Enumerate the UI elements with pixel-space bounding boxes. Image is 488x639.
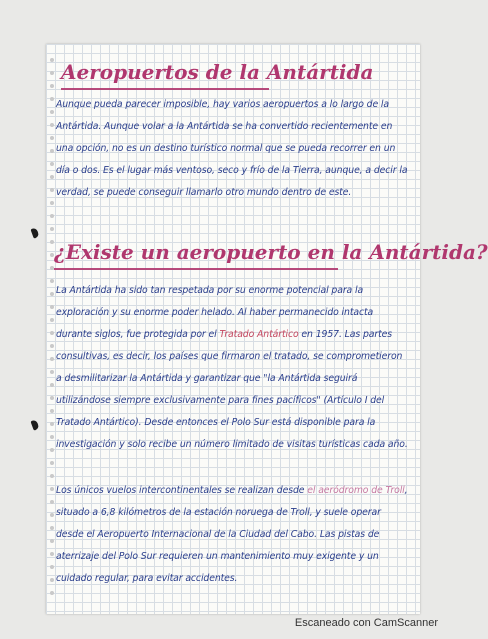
binding-hole [50,175,54,179]
flights-text-before: Los únicos vuelos intercontinentales se realizan desde [56,485,308,496]
binding-hole [50,201,54,205]
binding-hole [50,513,54,517]
margin-mark-icon [30,419,39,430]
binding-hole [50,591,54,595]
binding-hole [50,383,54,387]
binding-hole [50,188,54,192]
binding-hole [50,344,54,348]
margin-mark-icon [30,227,39,238]
binding-hole [50,305,54,309]
treaty-link-text: Tratado Antártico [219,329,299,340]
flights-paragraph [56,480,410,590]
binding-hole [50,565,54,569]
section-question-heading: ¿Existe un aeropuerto en la Antártida? [54,240,488,264]
binding-hole [50,409,54,413]
binding-hole [50,331,54,335]
binding-hole [50,214,54,218]
binding-hole [50,487,54,491]
intro-paragraph: Aunque pueda parecer imposible, hay varios aeropuertos a lo largo de la Antártida. Aunque volar a la Antártida se ha convertido recientemente en una opción, no es un destino turístico normal que se pueda recorrer en un día o dos. Es el lugar más ventoso, seco y frío de la Tierra, aunque, a decir la verdad, se puede conseguir llamarlo otro mundo dentro de este. [56,99,408,198]
binding-hole [50,97,54,101]
binding-hole [50,227,54,231]
binding-hole [50,149,54,153]
troll-airfield-text: el aeródromo de Troll [307,485,405,496]
binding-hole [50,136,54,140]
binding-hole [50,461,54,465]
scanner-watermark: Escaneado con CamScanner [294,617,438,629]
binding-hole [50,396,54,400]
binding-hole [50,58,54,62]
binding-hole [50,578,54,582]
binding-hole [50,422,54,426]
binding-hole [50,526,54,530]
flights-text-after: , situado a 6,8 kilómetros de la estación noruega de Troll, y suele operar desde el Aeropuerto Internacional de la Ciudad del Cabo. Las pistas de aterrizaje del Polo Sur requieren un mantenimiento muy exigente y un cuidado regular, para evitar accidentes. [56,485,408,584]
binding-hole [50,84,54,88]
binding-hole [50,474,54,478]
binding-hole [50,552,54,556]
treaty-text-after: en 1957. Las partes consultivas, es decir, los países que firmaron el tratado, se comprometieron a desmilitarizar la Antártida y garantizar que "la Antártida seguirá utilizándose siempre exclusivamente para fines pacíficos" (Artículo I del Tratado Antártico). Desde entonces el Polo Sur está disponible para la investigación y solo recibe un número limitado de visitas turísticas cada año. [56,329,408,450]
binding-hole [50,71,54,75]
question-underline [54,268,338,270]
binding-hole [50,162,54,166]
treaty-text-before: La Antártida ha sido tan respetada por su enorme potencial para la exploración y su enorme poder helado. Al haber permanecido intacta durante siglos, fue protegida por el [56,285,374,340]
binding-hole [50,357,54,361]
binding-hole [50,500,54,504]
binding-hole [50,110,54,114]
binding-hole [50,279,54,283]
binding-hole [50,318,54,322]
title-underline [61,88,269,90]
binding-hole [50,123,54,127]
binding-hole [50,448,54,452]
binding-hole [50,435,54,439]
binding-hole [50,370,54,374]
binding-hole [50,539,54,543]
page-title: Aeropuertos de la Antártida [61,60,374,84]
binding-hole [50,292,54,296]
notebook-page [46,44,488,614]
treaty-paragraph [56,280,410,456]
